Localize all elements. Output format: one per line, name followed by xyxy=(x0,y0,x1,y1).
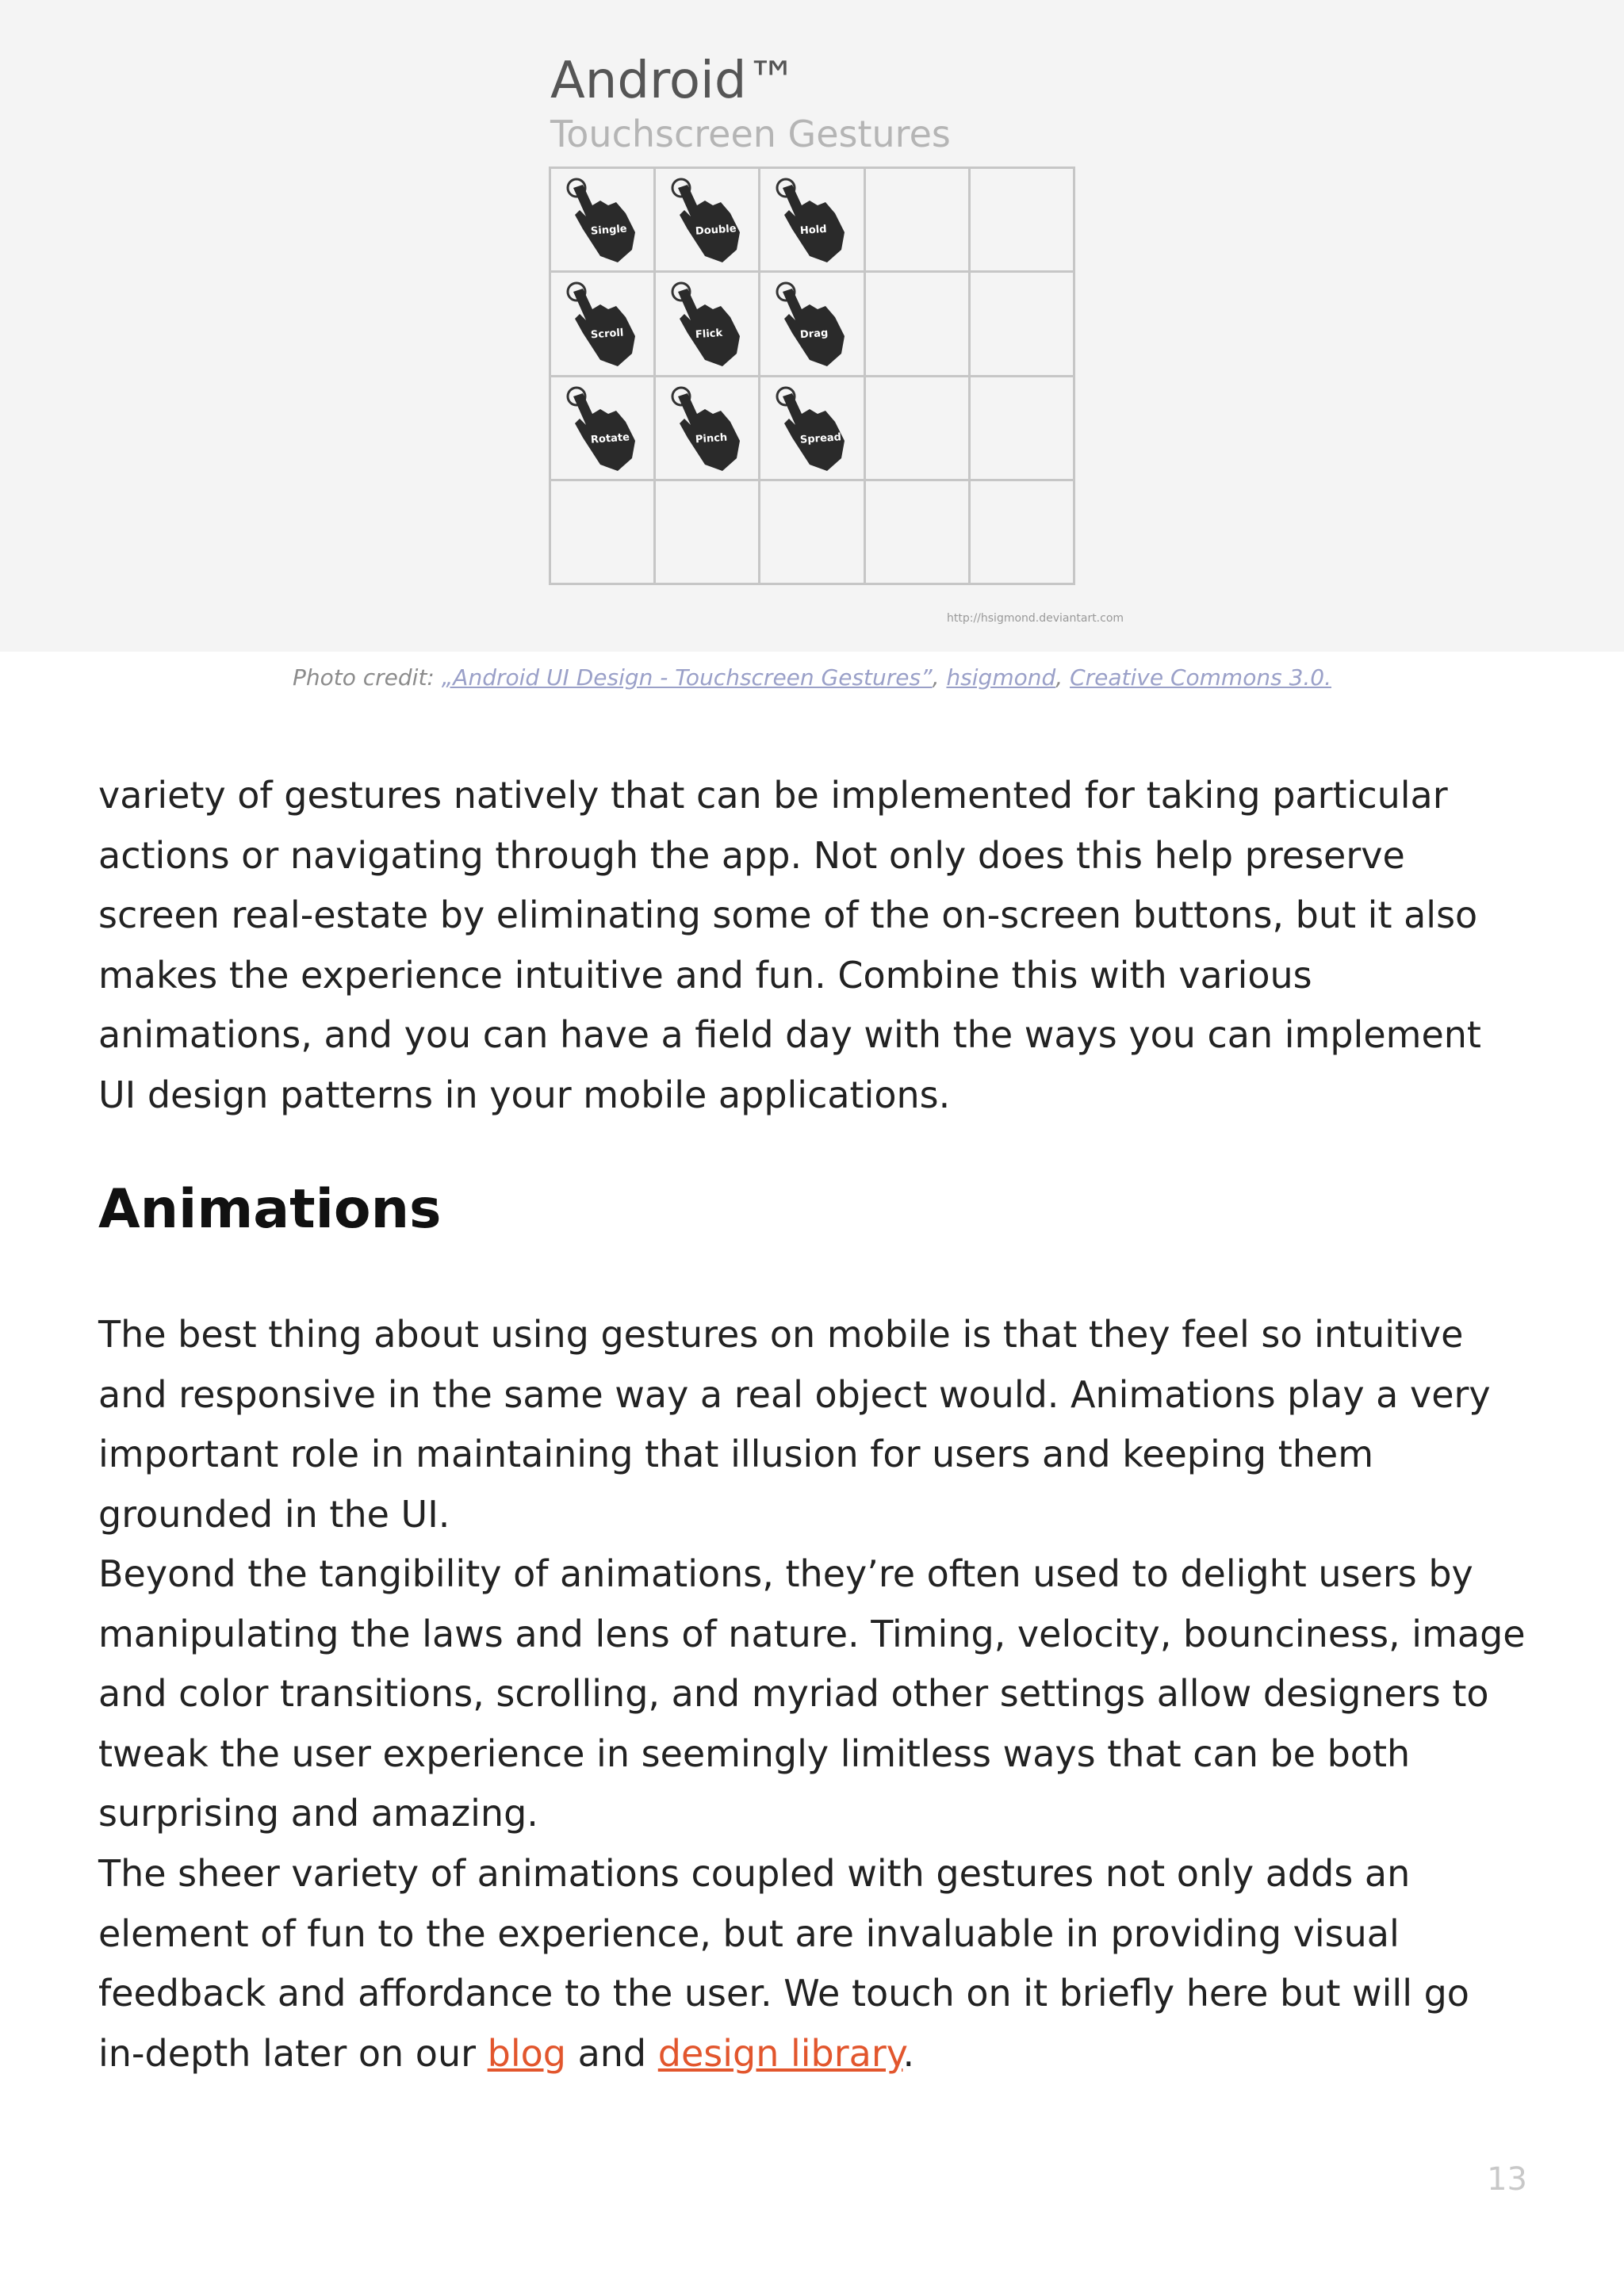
hand-flick-icon xyxy=(664,277,751,373)
hand-double-tap-icon xyxy=(664,174,751,269)
page-number: 13 xyxy=(1487,2161,1527,2198)
hand-scroll-icon xyxy=(559,277,646,373)
gestures-figure xyxy=(0,0,1624,652)
empty-grid-cell xyxy=(760,481,865,585)
gesture-label: Single xyxy=(590,223,628,238)
empty-grid-cell xyxy=(551,481,656,585)
gesture-cell xyxy=(656,273,760,377)
section-heading-block xyxy=(98,1178,1526,1241)
paragraph-3-block xyxy=(98,1844,1526,2084)
caption-sep: , xyxy=(932,664,947,691)
gesture-cell xyxy=(760,377,865,481)
gesture-cell xyxy=(551,169,656,273)
gesture-cell xyxy=(551,377,656,481)
design-library-link[interactable]: design library xyxy=(657,2031,903,2075)
photo-credit-caption xyxy=(0,664,1624,691)
empty-grid-cell xyxy=(866,377,971,481)
gesture-label: Flick xyxy=(695,327,723,342)
paragraph-3-text: and xyxy=(565,2031,658,2075)
gesture-cell xyxy=(760,169,865,273)
blog-link[interactable]: blog xyxy=(487,2031,566,2075)
paragraph-2: Beyond the tangibility of animations, they’re often used to delight users by manipulating the laws and lens of nature. Timing, velocity, bounciness, image and color transitions, scrolling, and myriad other settings allow designers to tweak the user experience in seemingly limitless ways that can be both surprising and amazing. xyxy=(98,1552,1526,1835)
gesture-cell xyxy=(656,169,760,273)
hand-drag-icon xyxy=(768,277,856,373)
caption-link-title[interactable]: „Android UI Design - Touchscreen Gestures” xyxy=(441,664,933,691)
hand-hold-icon xyxy=(768,174,856,269)
gesture-label: Pinch xyxy=(695,431,728,446)
figure-source-url: http://hsigmond.deviantart.com xyxy=(947,612,1124,625)
empty-grid-cell xyxy=(866,169,971,273)
figure-title: Android™ xyxy=(550,52,798,110)
intro-paragraph: variety of gestures natively that can be implemented for taking particular actions or navigating through the app. Not only does this help preserve screen real-estate by eliminating some of the on-screen buttons, but it also makes the experience intuitive and fun. Combine this with various animations, and you can have a field day with the ways you can implement UI design patterns in your mobile applications. xyxy=(98,774,1481,1116)
caption-sep: , xyxy=(1055,664,1071,691)
empty-grid-cell xyxy=(656,481,760,585)
caption-prefix: Photo credit: xyxy=(293,664,442,691)
hand-pinch-icon xyxy=(664,382,751,477)
paragraph-1: The best thing about using gestures on mobile is that they feel so intuitive and responsive in the same way a real object would. Animations play a very important role in maintaining that illusion for users and keeping them grounded in the UI. xyxy=(98,1313,1491,1536)
gesture-label: Scroll xyxy=(590,327,624,342)
hand-spread-icon xyxy=(768,382,856,477)
intro-block xyxy=(98,766,1526,1125)
gesture-label: Spread xyxy=(799,430,842,446)
empty-grid-cell xyxy=(866,273,971,377)
gesture-label: Rotate xyxy=(590,430,630,446)
caption-link-license[interactable]: Creative Commons 3.0. xyxy=(1070,664,1331,691)
gesture-cell xyxy=(760,273,865,377)
gesture-label: Double xyxy=(695,223,737,238)
empty-grid-cell xyxy=(971,481,1075,585)
empty-grid-cell xyxy=(971,169,1075,273)
paragraph-2-block xyxy=(98,1544,1526,1844)
gesture-grid xyxy=(549,166,1075,585)
gesture-label: Drag xyxy=(799,327,829,342)
section-heading: Animations xyxy=(98,1178,442,1241)
empty-grid-cell xyxy=(971,273,1075,377)
hand-rotate-icon xyxy=(559,382,646,477)
empty-grid-cell xyxy=(971,377,1075,481)
paragraph-3 xyxy=(98,1844,1526,2084)
paragraph-3-text: . xyxy=(902,2031,915,2075)
figure-subtitle: Touchscreen Gestures xyxy=(550,113,951,155)
caption-link-author[interactable]: hsigmond xyxy=(946,664,1056,691)
gesture-cell xyxy=(656,377,760,481)
gesture-cell xyxy=(551,273,656,377)
hand-tap-icon xyxy=(559,174,646,269)
paragraph-3-text: The sheer variety of animations coupled with gestures not only adds an element of fun to the experience, but are invaluable in providing visual feedback and affordance to the user. We touch on it briefly here but will go in-depth later on our xyxy=(98,1852,1469,2075)
gesture-label: Hold xyxy=(799,223,828,238)
empty-grid-cell xyxy=(866,481,971,585)
paragraph-1-block xyxy=(98,1305,1526,1544)
